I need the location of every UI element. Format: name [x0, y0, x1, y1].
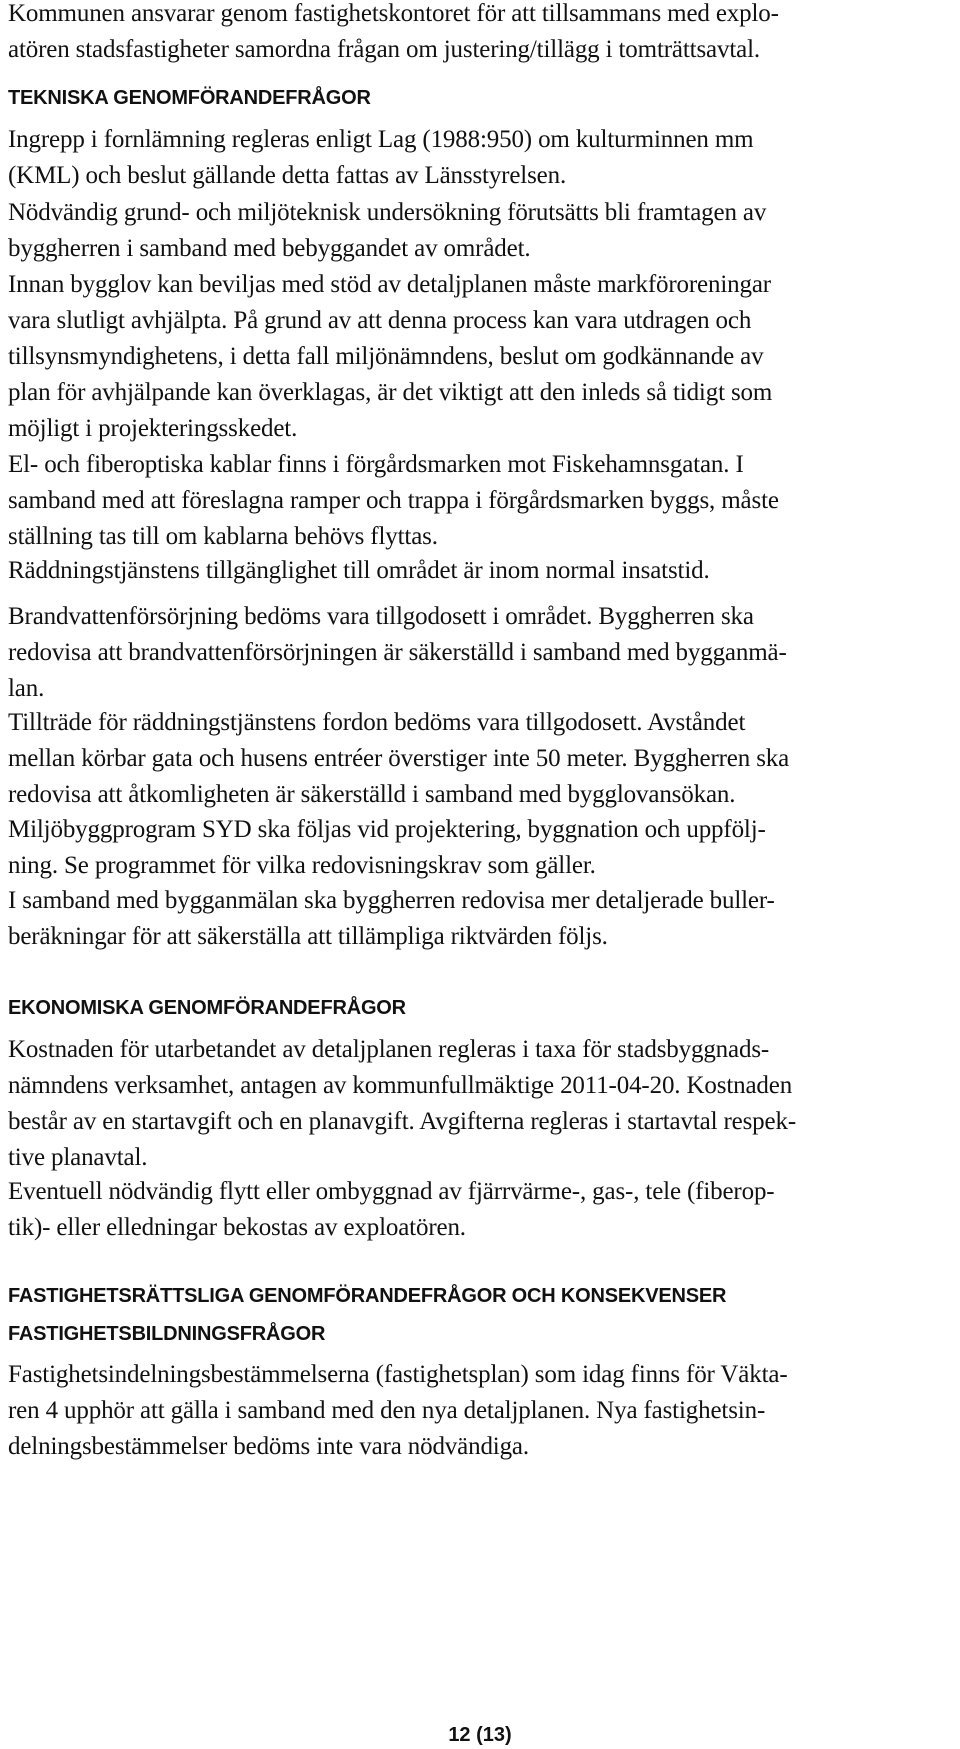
paragraph-buller [8, 883, 775, 955]
text-line: lan. [8, 675, 45, 702]
text-line: redovisa att åtkomligheten är säkerställd i samband med bygglovansökan. [8, 781, 736, 808]
text-line: mellan körbar gata och husens entréer överstiger inte 50 meter. Byggherren ska [8, 745, 790, 772]
text-line: Kommunen ansvarar genom fastighetskontoret för att tillsammans med explo- [8, 0, 779, 27]
paragraph-fornlamning [8, 122, 753, 194]
text-line: El- och fiberoptiska kablar finns i förgårdsmarken mot Fiskehamnsgatan. I [8, 451, 744, 478]
text-line: tive planavtal. [8, 1144, 148, 1171]
text-line: samband med att föreslagna ramper och trappa i förgårdsmarken byggs, måste [8, 487, 779, 514]
text-line: Eventuell nödvändig flytt eller ombyggnad av fjärrvärme-, gas-, tele (fiberop- [8, 1178, 775, 1205]
heading-tekniska: TEKNISKA GENOMFÖRANDEFRÅGOR [8, 87, 371, 109]
paragraph-undersokning [8, 195, 766, 267]
text-line: Brandvattenförsörjning bedöms vara tillgodosett i området. Byggherren ska [8, 603, 754, 630]
text-line: vara slutligt avhjälpta. På grund av att denna process kan vara utdragen och [8, 307, 752, 334]
text-line: redovisa att brandvattenförsörjningen är säkerställd i samband med bygganmä- [8, 639, 787, 666]
text-line: består av en startavgift och en planavgift. Avgifterna regleras i startavtal respek- [8, 1108, 796, 1135]
heading-fastighetsbildning: FASTIGHETSBILDNINGSFRÅGOR [8, 1323, 326, 1345]
heading-ekonomiska: EKONOMISKA GENOMFÖRANDEFRÅGOR [8, 997, 406, 1019]
text-line: Nödvändig grund- och miljöteknisk undersökning förutsätts bli framtagen av [8, 199, 767, 226]
text-line: atören stadsfastigheter samordna frågan om justering/tillägg i tomträttsavtal. [8, 36, 760, 63]
paragraph-fastighetsplan [8, 1357, 788, 1465]
text-line: delningsbestämmelser bedöms inte vara nödvändiga. [8, 1433, 529, 1460]
paragraph-brandvatten [8, 599, 787, 707]
page-number: 12 (13) [448, 1724, 512, 1746]
text-line: Ingrepp i fornlämning regleras enligt Lag (1988:950) om kulturminnen mm [8, 126, 754, 153]
heading-fastighetsrattsliga: FASTIGHETSRÄTTSLIGA GENOMFÖRANDEFRÅGOR OCH KONSEKVENSER [8, 1285, 727, 1307]
text-line: tik)- eller elledningar bekostas av exploatören. [8, 1214, 466, 1241]
text-line: ren 4 upphör att gälla i samband med den nya detaljplanen. Nya fastighetsin- [8, 1397, 766, 1424]
text-line: Kostnaden för utarbetandet av detaljplanen regleras i taxa för stadsbyggnads- [8, 1036, 770, 1063]
text-line: I samband med bygganmälan ska byggherren redovisa mer detaljerade buller- [8, 887, 775, 914]
text-line: byggherren i samband med bebyggandet av området. [8, 235, 531, 262]
paragraph-raddning [8, 553, 710, 589]
text-line: nämndens verksamhet, antagen av kommunfullmäktige 2011-04-20. Kostnaden [8, 1072, 793, 1099]
text-line: ning. Se programmet för vilka redovisningskrav som gäller. [8, 852, 596, 879]
text-line: ställning tas till om kablarna behövs flyttas. [8, 523, 438, 550]
paragraph-miljobygg [8, 812, 766, 884]
text-line: Tillträde för räddningstjänstens fordon bedöms vara tillgodosett. Avståndet [8, 709, 746, 736]
text-line: Miljöbyggprogram SYD ska följas vid projektering, byggnation och uppfölj- [8, 816, 766, 843]
paragraph-tomtratt [8, 0, 779, 68]
text-line: Innan bygglov kan beviljas med stöd av detaljplanen måste markföroreningar [8, 271, 771, 298]
paragraph-tilltrade [8, 705, 789, 813]
text-line: plan för avhjälpande kan överklagas, är det viktigt att den inleds så tidigt som [8, 379, 773, 406]
text-line: tillsynsmyndighetens, i detta fall miljönämndens, beslut om godkännande av [8, 343, 764, 370]
text-line: Fastighetsindelningsbestämmelserna (fastighetsplan) som idag finns för Väkta- [8, 1361, 788, 1388]
paragraph-ledningar [8, 1174, 775, 1246]
paragraph-kostnad [8, 1032, 796, 1176]
paragraph-markfororeningar [8, 267, 772, 447]
paragraph-kablar [8, 447, 779, 555]
text-line: beräkningar för att säkerställa att tillämpliga riktvärden följs. [8, 923, 608, 950]
text-line: möjligt i projekteringsskedet. [8, 415, 298, 442]
text-line: Räddningstjänstens tillgänglighet till området är inom normal insatstid. [8, 557, 710, 584]
text-line: (KML) och beslut gällande detta fattas av Länsstyrelsen. [8, 162, 567, 189]
